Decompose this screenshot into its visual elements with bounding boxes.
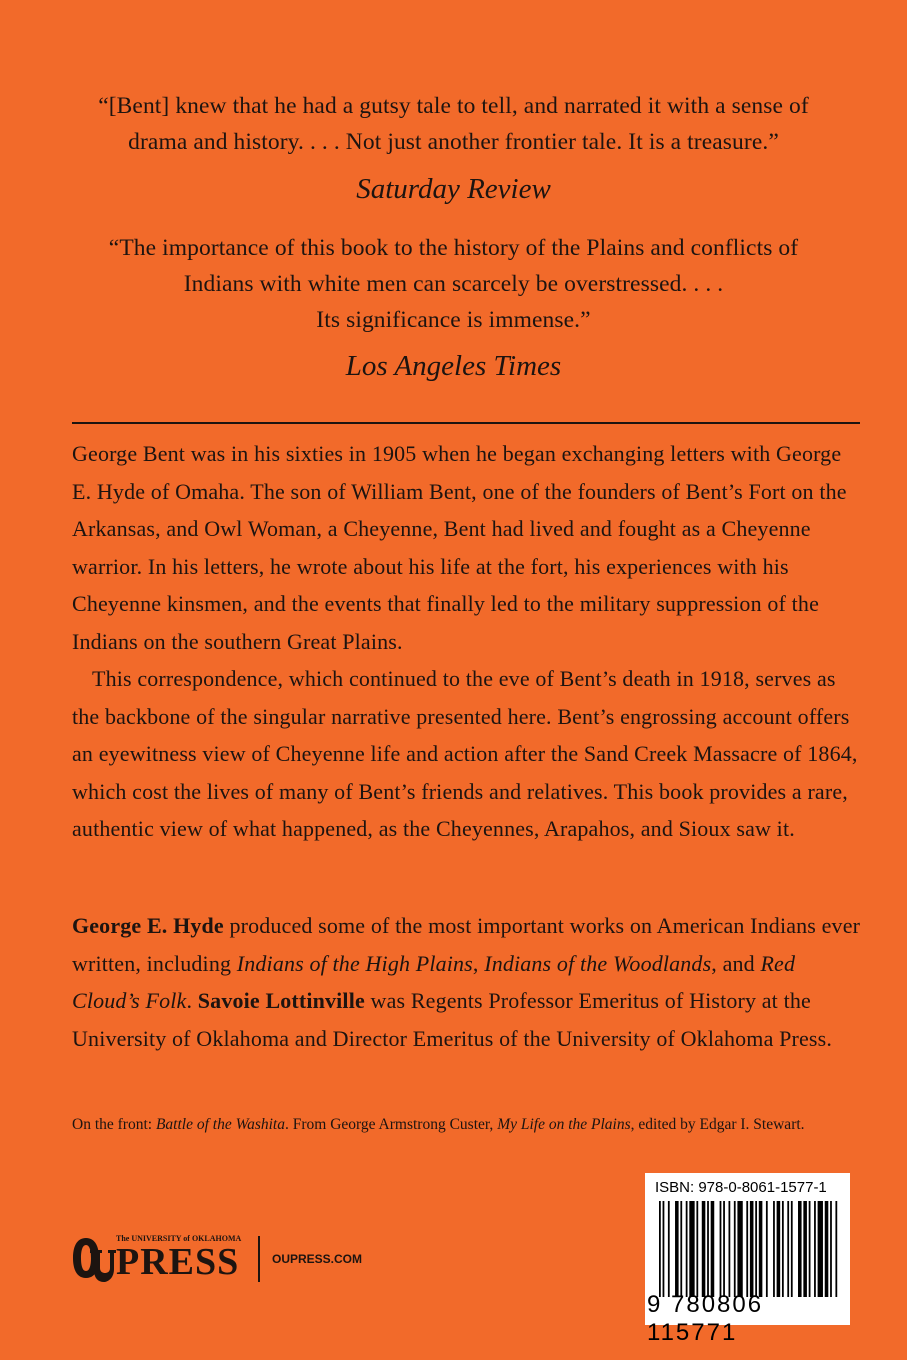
credit-text: , edited by Edgar I. Stewart. [630, 1116, 805, 1133]
book-title: Indians of the Woodlands [484, 950, 712, 976]
book-title: My Life on the Plains [497, 1116, 631, 1133]
author-bio [72, 907, 862, 1057]
credit-line [72, 1113, 852, 1137]
quote-los-angeles-times [60, 230, 847, 338]
bio-text: , [472, 950, 485, 976]
bio-text: , and [711, 950, 761, 976]
bio-paragraph [72, 907, 862, 1057]
barcode-digits: 9 780806 115771 [647, 1291, 764, 1346]
quote-source: Los Angeles Times [345, 350, 562, 382]
quote-line: “The importance of this book to the history of the Plains and conflicts of [108, 235, 799, 261]
quote-saturday-review [60, 88, 847, 160]
description-paragraph: George Bent was in his sixties in 1905 when he began exchanging letters with George E. Hyde of Omaha. The son of William Bent, one of the founders of Bent’s Fort on the Arkansas, and Owl Woman, a Cheyenne, Bent had lived and fought as a Cheyenne warrior. In his letters, he wrote about his life at the fort, his experiences with his Cheyenne kinsmen, and the events that finally led to the military suppression of the Indians on the southern Great Plains. [72, 441, 847, 654]
quote-line: Indians with white men can scarcely be overstressed. . . . [183, 271, 724, 297]
bio-text: produced some of the most important works on American Indians ever written, including [72, 913, 861, 976]
bio-text: . [186, 988, 198, 1013]
book-title: Red Cloud’s Folk [72, 950, 796, 1013]
university-line: The UNIVERSITY of OKLAHOMA [116, 1234, 242, 1243]
book-description [72, 435, 862, 848]
logo-divider [258, 1236, 260, 1282]
author-name: Savoie Lottinville [197, 988, 365, 1013]
ou-interlocking-logo-icon [70, 1234, 118, 1284]
quote-line: “[Bent] knew that he had a gutsy tale to tell, and narrated it with a sense of [98, 93, 809, 119]
credit-text: On the front: [72, 1116, 156, 1133]
bio-text: was Regents Professor Emeritus of History at the University of Oklahoma and Director Emeritus of the University of Oklahoma Press. [72, 988, 832, 1051]
barcode-bars-icon [659, 1201, 839, 1297]
credit-text: . From George Armstrong Custer, [284, 1116, 498, 1133]
quote-line: drama and history. . . . Not just another frontier tale. It is a treasure.” [128, 129, 779, 155]
quote-source: Saturday Review [356, 173, 551, 205]
quote-line: Its significance is immense.” [316, 307, 591, 333]
book-title: Indians of the High Plains [236, 950, 473, 976]
author-name: George E. Hyde [72, 913, 224, 938]
description-paragraph: This correspondence, which continued to the eve of Bent’s death in 1918, serves as the backbone of the singular narrative presented here. Bent’s engrossing account offers an eyewitness view of Cheyenne life and action after the Sand Creek Massacre of 1864, which cost the lives of many of Bent’s friends and relatives. This book provides a rare, authentic view of what happened, as the Cheyennes, Arapahos, and Sioux saw it. [72, 666, 858, 841]
isbn-barcode [645, 1173, 850, 1346]
press-wordmark: PRESS [116, 1241, 240, 1283]
art-title: Battle of the Washita [155, 1116, 285, 1133]
publisher-url: OUPRESS.COM [272, 1252, 363, 1266]
divider-rule [72, 422, 860, 424]
cover-art-credit [72, 1113, 852, 1137]
isbn-label: ISBN: 978-0-8061-1577-1 [655, 1179, 827, 1196]
